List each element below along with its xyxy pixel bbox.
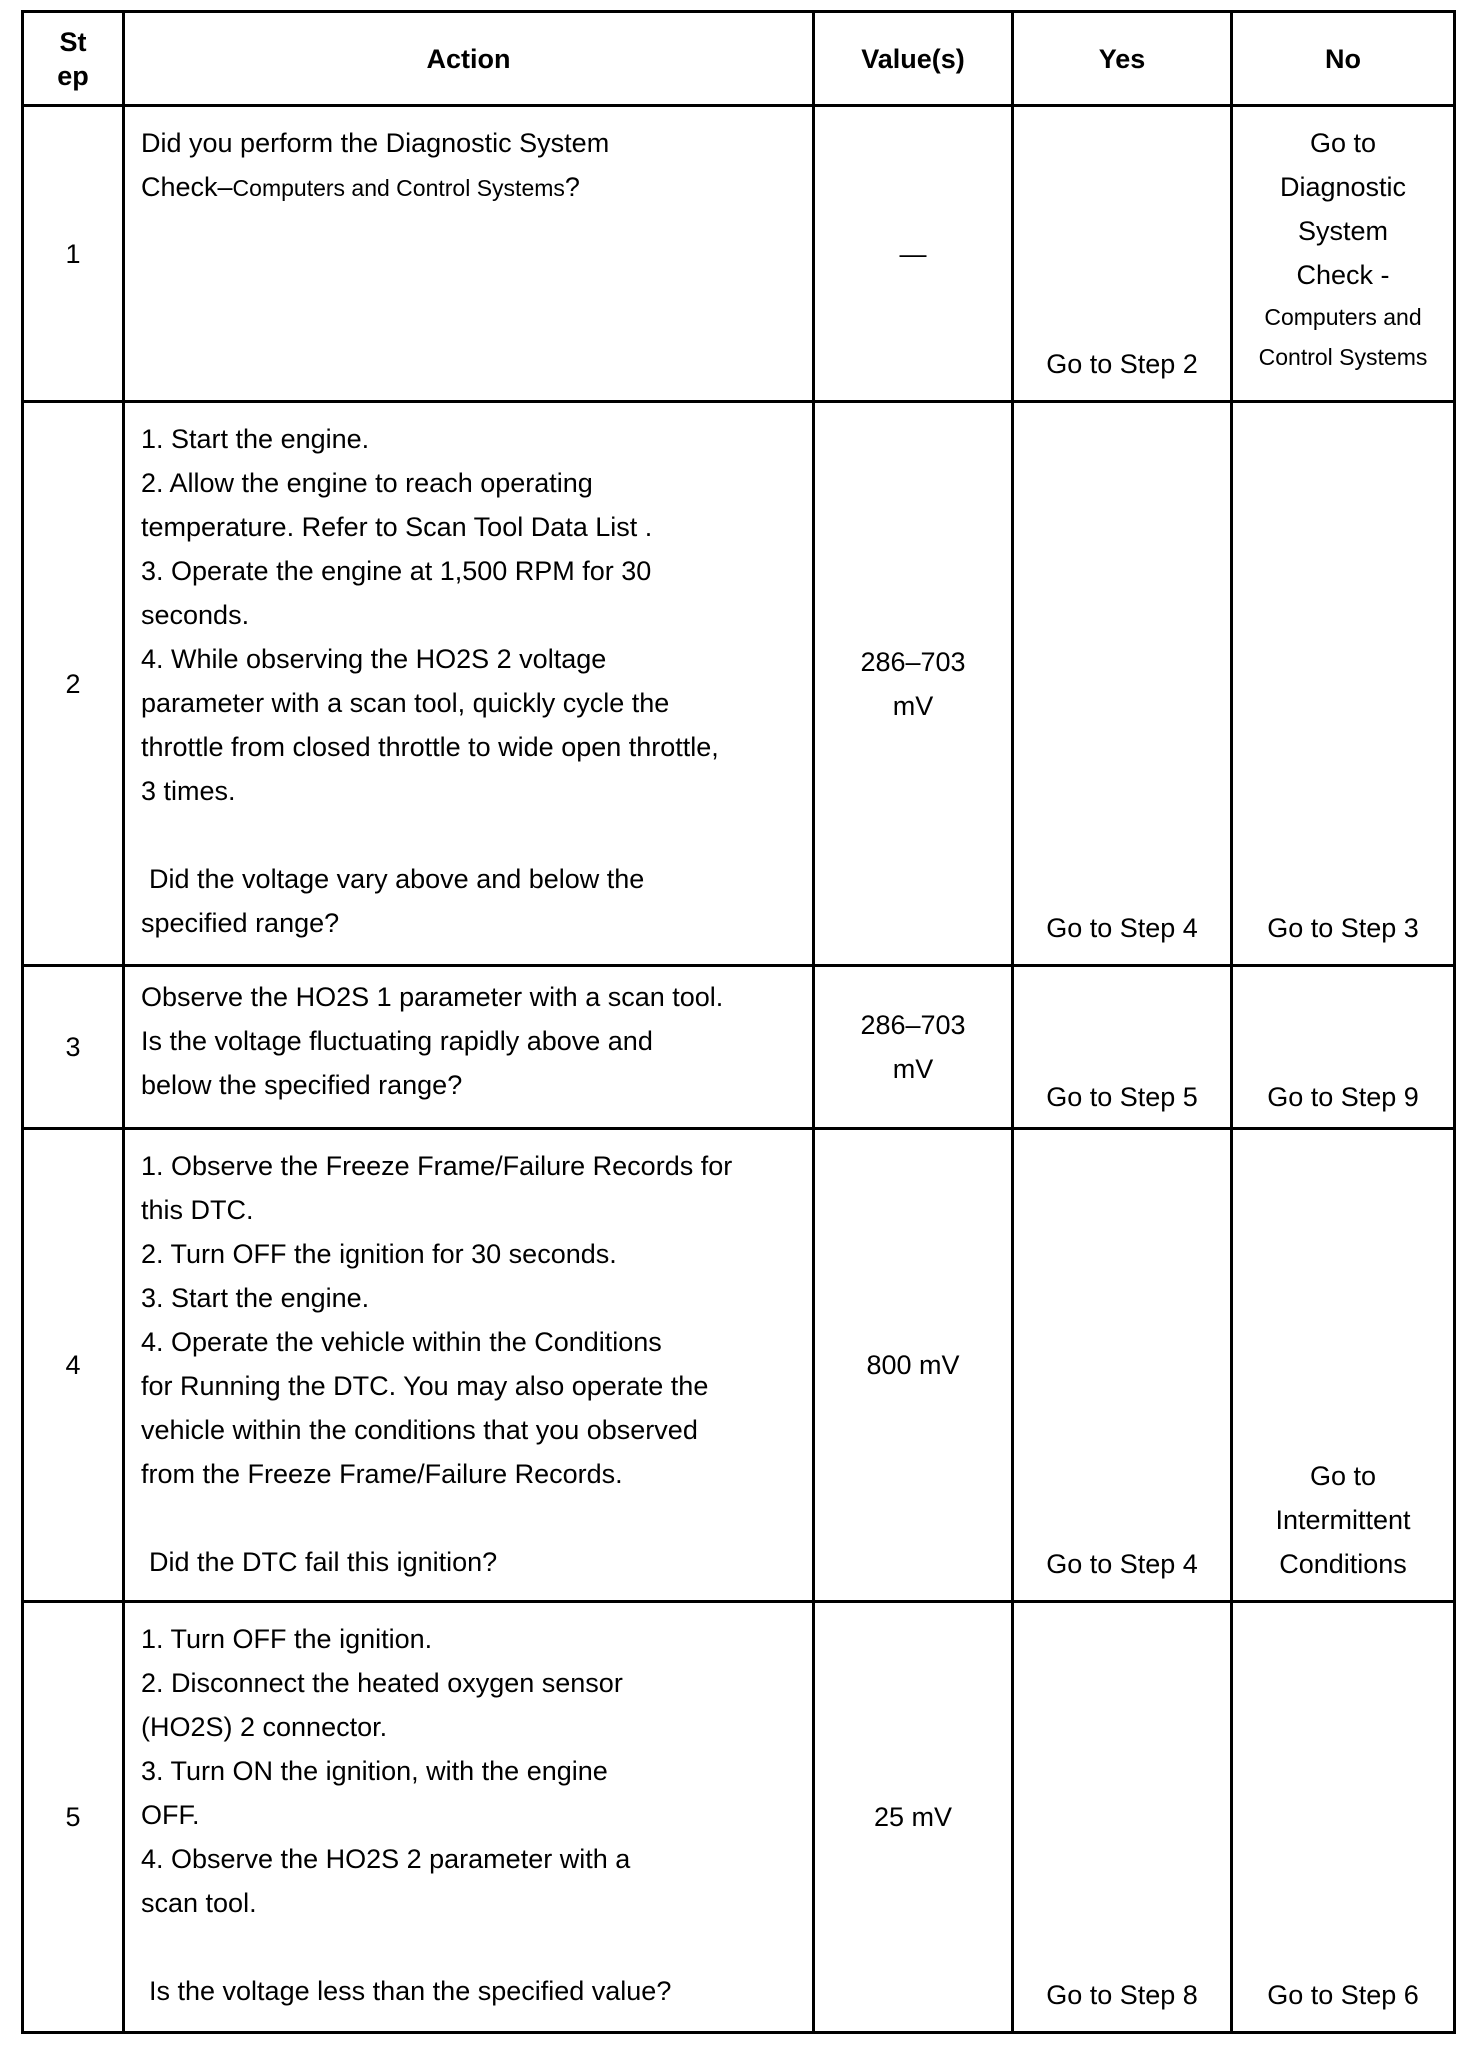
step-number: 4 (23, 1128, 124, 1601)
no-cell (1232, 106, 1455, 402)
action-line: from the Freeze Frame/Failure Records. (141, 1458, 623, 1489)
step-number: 1 (23, 106, 124, 402)
no-line: Conditions (1279, 1548, 1407, 1579)
action-text: ? (564, 172, 580, 203)
header-yes: Yes (1013, 12, 1232, 106)
action-line: below the specified range? (141, 1070, 463, 1101)
value-line: 286–703 (860, 1009, 966, 1040)
no-cell (1232, 1128, 1455, 1601)
value-cell: 25 mV (814, 1601, 1013, 2032)
spacer (141, 1496, 802, 1540)
yes-cell: Go to Step 5 (1013, 966, 1232, 1128)
action-reference: Computers and Control Systems (232, 175, 565, 202)
action-line: 1. Start the engine. (141, 424, 370, 455)
spacer (141, 1925, 802, 1969)
step-number: 5 (23, 1601, 124, 2032)
action-line: vehicle within the conditions that you observed (141, 1414, 698, 1445)
action-text: Check– (141, 172, 233, 203)
action-line: scan tool. (141, 1887, 257, 1918)
action-cell (124, 402, 814, 966)
value-line: mV (892, 690, 934, 721)
action-line: 4. Observe the HO2S 2 parameter with a (141, 1843, 631, 1874)
action-line: 2. Allow the engine to reach operating (141, 468, 593, 499)
action-line: 2. Turn OFF the ignition for 30 seconds. (141, 1238, 617, 1269)
header-no: No (1232, 12, 1455, 106)
action-line: for Running the DTC. You may also operate the (141, 1370, 709, 1401)
table-row-step-1 (23, 106, 1455, 402)
yes-cell: Go to Step 4 (1013, 402, 1232, 966)
action-question: Is the voltage less than the specified value? (149, 1975, 672, 2006)
action-line: 3. Start the engine. (141, 1282, 370, 1313)
action-line: 1. Observe the Freeze Frame/Failure Records for (141, 1150, 733, 1181)
action-line: 4. While observing the HO2S 2 voltage (141, 644, 607, 675)
action-line: 3. Operate the engine at 1,500 RPM for 30 (141, 556, 652, 587)
value-line: 286–703 (860, 646, 966, 677)
header-step (23, 12, 124, 106)
no-line: Diagnostic (1279, 172, 1407, 203)
action-line: 3. Turn ON the ignition, with the engine (141, 1755, 608, 1786)
spacer (141, 813, 802, 857)
action-line: 1. Turn OFF the ignition. (141, 1623, 433, 1654)
action-line: parameter with a scan tool, quickly cycle the (141, 688, 670, 719)
action-line: Is the voltage fluctuating rapidly above and (141, 1026, 653, 1057)
action-cell (124, 966, 814, 1128)
action-line (141, 165, 802, 210)
action-cell (124, 1128, 814, 1601)
table-row-step-3 (23, 966, 1455, 1128)
action-line: (HO2S) 2 connector. (141, 1711, 388, 1742)
action-line: 2. Disconnect the heated oxygen sensor (141, 1667, 623, 1698)
header-step-line2: ep (57, 60, 89, 91)
action-question: specified range? (141, 908, 340, 939)
action-line: this DTC. (141, 1194, 254, 1225)
value-cell: 800 mV (814, 1128, 1013, 1601)
no-line: Control Systems (1258, 344, 1428, 371)
header-values: Value(s) (814, 12, 1013, 106)
value-line: mV (892, 1053, 934, 1084)
no-cell: Go to Step 9 (1232, 966, 1455, 1128)
value-cell: — (814, 106, 1013, 402)
action-cell (124, 106, 814, 402)
action-line: Did you perform the Diagnostic System (141, 128, 610, 159)
yes-cell: Go to Step 8 (1013, 1601, 1232, 2032)
header-row (23, 12, 1455, 106)
action-cell (124, 1601, 814, 2032)
no-cell: Go to Step 3 (1232, 402, 1455, 966)
action-line: OFF. (141, 1799, 200, 1830)
step-number: 3 (23, 966, 124, 1128)
action-line: 4. Operate the vehicle within the Conditions (141, 1326, 662, 1357)
no-line: Check - (1296, 260, 1390, 291)
header-step-line1: St (59, 26, 87, 57)
diagnostic-table (21, 10, 1456, 2034)
action-question: Did the DTC fail this ignition? (149, 1546, 498, 1577)
action-line: seconds. (141, 600, 250, 631)
no-line: Intermittent (1275, 1504, 1411, 1535)
no-line: Computers and (1264, 304, 1422, 331)
table-row-step-4 (23, 1128, 1455, 1601)
yes-cell: Go to Step 2 (1013, 106, 1232, 402)
table-row-step-5 (23, 1601, 1455, 2032)
value-cell (814, 966, 1013, 1128)
no-cell: Go to Step 6 (1232, 1601, 1455, 2032)
no-line: Go to (1309, 128, 1377, 159)
yes-cell: Go to Step 4 (1013, 1128, 1232, 1601)
value-cell (814, 402, 1013, 966)
action-line: temperature. Refer to Scan Tool Data List . (141, 512, 653, 543)
action-line: 3 times. (141, 776, 236, 807)
action-line: throttle from closed throttle to wide open throttle, (141, 732, 719, 763)
no-line: System (1297, 216, 1389, 247)
action-line: Observe the HO2S 1 parameter with a scan tool. (141, 982, 724, 1013)
no-line: Go to (1309, 1460, 1377, 1491)
table-row-step-2 (23, 402, 1455, 966)
step-number: 2 (23, 402, 124, 966)
action-question: Did the voltage vary above and below the (149, 864, 645, 895)
header-action: Action (124, 12, 814, 106)
